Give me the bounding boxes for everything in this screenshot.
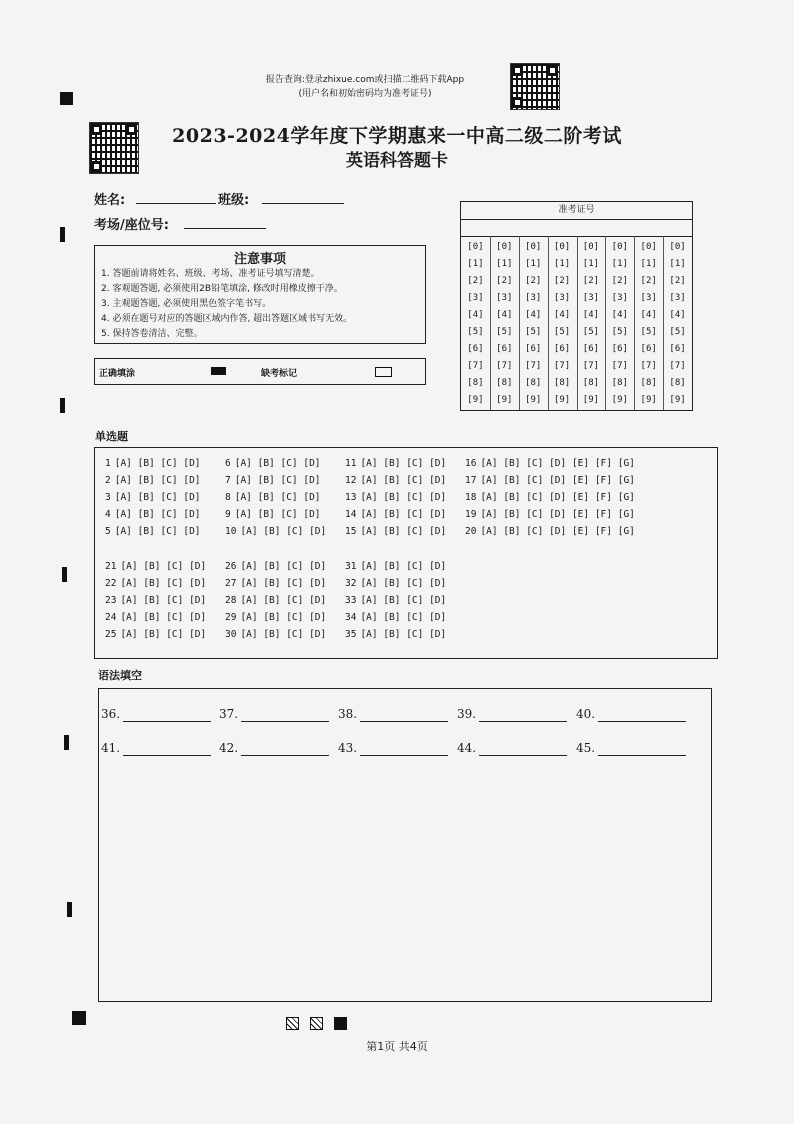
question-number: 4 (105, 509, 111, 520)
admission-digit-bubble[interactable]: [2] (496, 276, 513, 286)
mc-question-24 (105, 612, 206, 623)
notice-box (94, 245, 426, 344)
exam-subtitle: 英语科答题卡 (346, 151, 448, 171)
answer-bubbles[interactable]: [A] [B] [C] [D] (120, 578, 207, 589)
admission-digit-bubble[interactable]: [6] (467, 344, 484, 354)
admission-digit-bubble[interactable]: [9] (525, 395, 542, 405)
class-label: 班级: (218, 193, 250, 208)
mc-question-26 (225, 561, 326, 572)
mc-question-31 (345, 561, 446, 572)
question-number: 11 (345, 458, 357, 469)
absent-mark-label: 缺考标记 (261, 369, 298, 379)
notice-item: 5. 保持答卷清洁、完整。 (101, 329, 203, 339)
admission-digit-bubble[interactable]: [0] (467, 242, 484, 252)
admission-digit-bubble[interactable]: [1] (496, 259, 513, 269)
admission-digit-column (461, 236, 491, 410)
admission-digit-bubble[interactable]: [0] (611, 242, 628, 252)
mc-question-16 (465, 458, 635, 469)
admission-digit-bubble[interactable]: [1] (525, 259, 542, 269)
answer-bubbles[interactable]: [A] [B] [C] [D] (360, 475, 447, 486)
answer-bubbles[interactable]: [A] [B] [C] [D] [E] [F] [G] (480, 458, 635, 469)
admission-digit-bubble[interactable]: [5] (467, 327, 484, 337)
admission-digit-bubble[interactable]: [9] (582, 395, 600, 405)
question-number: 8 (225, 492, 231, 503)
fill-answer-line[interactable] (479, 755, 567, 756)
notice-title: 注意事项 (233, 252, 286, 267)
mc-question-21 (105, 561, 206, 572)
question-number: 24 (105, 612, 117, 623)
admission-digit-bubble[interactable]: [9] (611, 395, 628, 405)
absent-mark-box[interactable] (375, 367, 392, 377)
page-mark-hatched (286, 1017, 299, 1030)
notice-item: 2. 客观题答题, 必须使用2B铅笔填涂, 修改时用橡皮擦干净。 (101, 284, 343, 294)
mc-question-28 (225, 595, 326, 606)
admission-digit-bubble[interactable]: [4] (553, 310, 571, 320)
admission-digit-column (577, 236, 607, 410)
fill-answer-line[interactable] (360, 721, 448, 722)
question-number: 33 (345, 595, 357, 606)
admission-digit-column (663, 236, 692, 410)
admission-digit-bubble[interactable]: [2] (525, 276, 542, 286)
answer-bubbles[interactable]: [A] [B] [C] [D] [E] [F] [G] (480, 526, 635, 537)
admission-digit-bubble[interactable]: [4] (582, 310, 600, 320)
admission-digit-bubble[interactable]: [0] (669, 242, 686, 252)
fill-question-number: 45. (576, 741, 596, 755)
question-number: 34 (345, 612, 357, 623)
admission-digit-bubble[interactable]: [7] (582, 361, 600, 371)
timing-mark (72, 1011, 86, 1025)
admission-digit-bubble[interactable]: [6] (496, 344, 513, 354)
mc-question-27 (225, 578, 326, 589)
admission-digit-column (519, 236, 549, 410)
admission-digit-bubble[interactable]: [2] (611, 276, 628, 286)
grammar-fill-box (98, 688, 712, 1002)
admission-digit-bubble[interactable]: [6] (640, 344, 657, 354)
timing-mark (60, 92, 73, 105)
fill-answer-line[interactable] (123, 755, 211, 756)
admission-digit-bubble[interactable]: [0] (582, 242, 600, 252)
answer-bubbles[interactable]: [A] [B] [C] [D] (360, 526, 447, 537)
mc-question-22 (105, 578, 206, 589)
admission-digit-bubble[interactable]: [2] (669, 276, 686, 286)
room-seat-label: 考场/座位号: (94, 218, 169, 233)
name-label: 姓名: (94, 193, 126, 208)
exam-title: 2023-2024学年度下学期惠来一中高二级二阶考试 (172, 125, 622, 147)
answer-bubbles[interactable]: [A] [B] [C] [D] (234, 475, 321, 486)
admission-digit-bubble[interactable]: [8] (640, 378, 657, 388)
admission-digit-bubble[interactable]: [6] (582, 344, 600, 354)
admission-digit-bubble[interactable]: [5] (582, 327, 600, 337)
question-number: 17 (465, 475, 477, 486)
admission-digit-bubble[interactable]: [6] (553, 344, 571, 354)
answer-bubbles[interactable]: [A] [B] [C] [D] (360, 509, 447, 520)
mc-question-18 (465, 492, 635, 503)
answer-bubbles[interactable]: [A] [B] [C] [D] (240, 526, 327, 537)
question-number: 23 (105, 595, 117, 606)
admission-digit-bubble[interactable]: [0] (496, 242, 513, 252)
fill-answer-line[interactable] (241, 755, 329, 756)
answer-bubbles[interactable]: [A] [B] [C] [D] (360, 561, 447, 572)
fill-answer-line[interactable] (598, 755, 686, 756)
admission-digit-bubble[interactable]: [6] (525, 344, 542, 354)
answer-bubbles[interactable]: [A] [B] [C] [D] (120, 629, 207, 640)
question-number: 13 (345, 492, 357, 503)
account-instruction: (用户名和初始密码均为准考证号) (298, 89, 432, 99)
answer-bubbles[interactable]: [A] [B] [C] [D] (120, 612, 207, 623)
fill-answer-line[interactable] (241, 721, 329, 722)
question-number: 12 (345, 475, 357, 486)
question-number: 3 (105, 492, 111, 503)
mc-question-29 (225, 612, 326, 623)
mc-question-14 (345, 509, 446, 520)
answer-bubbles[interactable]: [A] [B] [C] [D] (240, 612, 327, 623)
admission-digit-bubble[interactable]: [8] (467, 378, 484, 388)
answer-bubbles[interactable]: [A] [B] [C] [D] (114, 458, 201, 469)
grammar-fill-label: 语法填空 (98, 669, 142, 682)
question-number: 7 (225, 475, 231, 486)
answer-bubbles[interactable]: [A] [B] [C] [D] (360, 492, 447, 503)
fill-question-number: 40. (576, 707, 596, 721)
mc-question-6 (225, 458, 321, 469)
admission-digit-bubble[interactable]: [2] (553, 276, 571, 286)
notice-item: 3. 主观题答题, 必须使用黑色签字笔书写。 (101, 299, 272, 309)
fill-answer-line[interactable] (479, 721, 567, 722)
page-number: 第1页 共4页 (366, 1040, 428, 1053)
name-field[interactable] (136, 203, 216, 204)
page-mark-solid (334, 1017, 347, 1030)
admission-digit-bubble[interactable]: [7] (525, 361, 542, 371)
question-number: 27 (225, 578, 237, 589)
admission-digit-bubble[interactable]: [2] (640, 276, 657, 286)
fill-answer-line[interactable] (598, 721, 686, 722)
question-number: 6 (225, 458, 231, 469)
question-number: 2 (105, 475, 111, 486)
fill-answer-line[interactable] (360, 755, 448, 756)
admission-digit-bubble[interactable]: [9] (640, 395, 657, 405)
mc-question-20 (465, 526, 635, 537)
answer-bubbles[interactable]: [A] [B] [C] [D] (360, 458, 447, 469)
admission-digit-bubble[interactable]: [7] (496, 361, 513, 371)
answer-bubbles[interactable]: [A] [B] [C] [D] [E] [F] [G] (480, 492, 635, 503)
admission-digit-bubble[interactable]: [3] (467, 293, 484, 303)
question-number: 9 (225, 509, 231, 520)
admission-digit-bubble[interactable]: [6] (611, 344, 628, 354)
mc-question-3 (105, 492, 201, 503)
admission-digit-bubble[interactable]: [0] (525, 242, 542, 252)
admission-digit-bubble[interactable]: [1] (582, 259, 600, 269)
timing-mark (60, 227, 65, 242)
admission-digit-bubble[interactable]: [8] (553, 378, 571, 388)
question-number: 29 (225, 612, 237, 623)
fill-question-number: 36. (101, 707, 121, 721)
answer-bubbles[interactable]: [A] [B] [C] [D] (360, 578, 447, 589)
admission-digit-bubble[interactable]: [8] (582, 378, 600, 388)
admission-digit-bubble[interactable]: [3] (496, 293, 513, 303)
mc-question-12 (345, 475, 446, 486)
question-number: 1 (105, 458, 111, 469)
admission-digit-bubble[interactable]: [3] (640, 293, 657, 303)
app-qr-code (510, 63, 560, 110)
question-number: 5 (105, 526, 111, 537)
admission-digit-bubble[interactable]: [5] (525, 327, 542, 337)
admission-digit-bubble[interactable]: [6] (669, 344, 686, 354)
admission-digit-bubble[interactable]: [1] (640, 259, 657, 269)
admission-digit-bubble[interactable]: [1] (669, 259, 686, 269)
admission-digit-bubble[interactable]: [9] (553, 395, 571, 405)
admission-digit-bubble[interactable]: [8] (611, 378, 628, 388)
admission-digit-bubble[interactable]: [9] (467, 395, 484, 405)
admission-digit-bubble[interactable]: [5] (553, 327, 571, 337)
correct-fill-label: 正确填涂 (99, 369, 136, 379)
admission-number-grid (460, 201, 693, 411)
mc-question-5 (105, 526, 201, 537)
admission-digit-bubble[interactable]: [3] (525, 293, 542, 303)
mc-question-25 (105, 629, 206, 640)
fill-question-number: 38. (338, 707, 358, 721)
question-number: 16 (465, 458, 477, 469)
mc-question-19 (465, 509, 635, 520)
mc-question-9 (225, 509, 321, 520)
answer-bubbles[interactable]: [A] [B] [C] [D] [E] [F] [G] (480, 475, 635, 486)
fill-legend (94, 358, 426, 385)
fill-question-number: 44. (457, 741, 477, 755)
question-number: 30 (225, 629, 237, 640)
timing-mark (67, 902, 72, 917)
mc-question-33 (345, 595, 446, 606)
fill-question-number: 37. (219, 707, 239, 721)
admission-digit-bubble[interactable]: [5] (611, 327, 628, 337)
answer-bubbles[interactable]: [A] [B] [C] [D] (240, 578, 327, 589)
question-number: 15 (345, 526, 357, 537)
single-choice-box (94, 447, 718, 659)
question-number: 10 (225, 526, 237, 537)
class-field[interactable] (262, 203, 344, 204)
answer-bubbles[interactable]: [A] [B] [C] [D] [E] [F] [G] (480, 509, 635, 520)
answer-bubbles[interactable]: [A] [B] [C] [D] (114, 509, 201, 520)
admission-digit-bubble[interactable]: [3] (582, 293, 600, 303)
mc-question-8 (225, 492, 321, 503)
mc-question-30 (225, 629, 326, 640)
admission-digit-bubble[interactable]: [7] (467, 361, 484, 371)
answer-bubbles[interactable]: [A] [B] [C] [D] (114, 492, 201, 503)
admission-digit-bubble[interactable]: [3] (553, 293, 571, 303)
mc-question-11 (345, 458, 446, 469)
admission-digit-column (490, 236, 520, 410)
fill-question-number: 42. (219, 741, 239, 755)
mc-question-7 (225, 475, 321, 486)
answer-bubbles[interactable]: [A] [B] [C] [D] (114, 475, 201, 486)
admission-digit-bubble[interactable]: [9] (669, 395, 686, 405)
admission-digit-bubble[interactable]: [0] (640, 242, 657, 252)
notice-item: 1. 答题前请将姓名、班级、考场、准考证号填写清楚。 (101, 269, 320, 279)
admission-digit-bubble[interactable]: [4] (669, 310, 686, 320)
admission-digit-bubble[interactable]: [4] (496, 310, 513, 320)
admission-digit-bubble[interactable]: [1] (611, 259, 628, 269)
answer-bubbles[interactable]: [A] [B] [C] [D] (234, 492, 321, 503)
fill-question-number: 41. (101, 741, 121, 755)
answer-bubbles[interactable]: [A] [B] [C] [D] (360, 595, 447, 606)
answer-bubbles[interactable]: [A] [B] [C] [D] (120, 561, 207, 572)
admission-digit-column (605, 236, 635, 410)
admission-digit-bubble[interactable]: [8] (669, 378, 686, 388)
question-number: 32 (345, 578, 357, 589)
mc-question-35 (345, 629, 446, 640)
admission-digit-bubble[interactable]: [5] (496, 327, 513, 337)
answer-bubbles[interactable]: [A] [B] [C] [D] (240, 595, 327, 606)
admission-digit-column (548, 236, 578, 410)
question-number: 19 (465, 509, 477, 520)
fill-question-number: 39. (457, 707, 477, 721)
admission-digit-bubble[interactable]: [1] (553, 259, 571, 269)
mc-question-4 (105, 509, 201, 520)
admission-digit-bubble[interactable]: [7] (669, 361, 686, 371)
question-number: 25 (105, 629, 117, 640)
admission-digit-bubble[interactable]: [9] (496, 395, 513, 405)
mc-question-17 (465, 475, 635, 486)
admission-digit-bubble[interactable]: [7] (553, 361, 571, 371)
admission-number-title: 准考证号 (461, 202, 692, 220)
query-instruction: 报告查询:登录zhixue.com或扫描二维码下载App (265, 75, 465, 85)
question-number: 14 (345, 509, 357, 520)
admission-digit-bubble[interactable]: [3] (669, 293, 686, 303)
admission-digit-bubble[interactable]: [4] (611, 310, 628, 320)
timing-mark (60, 398, 65, 413)
question-number: 31 (345, 561, 357, 572)
mc-question-2 (105, 475, 201, 486)
answer-bubbles[interactable]: [A] [B] [C] [D] (234, 458, 321, 469)
admission-digit-bubble[interactable]: [4] (640, 310, 657, 320)
answer-bubbles[interactable]: [A] [B] [C] [D] (360, 629, 447, 640)
question-number: 21 (105, 561, 117, 572)
admission-digit-bubble[interactable]: [8] (525, 378, 542, 388)
answer-bubbles[interactable]: [A] [B] [C] [D] (114, 526, 201, 537)
fill-question-number: 43. (338, 741, 358, 755)
mc-question-1 (105, 458, 201, 469)
admission-digit-bubble[interactable]: [4] (525, 310, 542, 320)
timing-mark (62, 567, 67, 582)
room-seat-field[interactable] (184, 228, 266, 229)
admission-digit-bubble[interactable]: [0] (553, 242, 571, 252)
question-number: 20 (465, 526, 477, 537)
admission-digit-bubble[interactable]: [5] (669, 327, 686, 337)
page-mark-hatched (310, 1017, 323, 1030)
admission-digit-bubble[interactable]: [7] (640, 361, 657, 371)
mc-question-15 (345, 526, 446, 537)
admission-digit-bubble[interactable]: [2] (582, 276, 600, 286)
fill-answer-line[interactable] (123, 721, 211, 722)
timing-mark (64, 735, 69, 750)
answer-bubbles[interactable]: [A] [B] [C] [D] (234, 509, 321, 520)
admission-digit-bubble[interactable]: [7] (611, 361, 628, 371)
mc-question-34 (345, 612, 446, 623)
question-number: 35 (345, 629, 357, 640)
single-choice-label: 单选题 (95, 430, 128, 443)
answer-bubbles[interactable]: [A] [B] [C] [D] (240, 561, 327, 572)
admission-digit-bubble[interactable]: [2] (467, 276, 484, 286)
admission-digit-bubble[interactable]: [5] (640, 327, 657, 337)
filled-sample-icon (211, 367, 226, 375)
answer-bubbles[interactable]: [A] [B] [C] [D] (120, 595, 207, 606)
question-number: 28 (225, 595, 237, 606)
admission-number-write-row[interactable] (461, 219, 692, 237)
question-number: 26 (225, 561, 237, 572)
mc-question-10 (225, 526, 326, 537)
mc-question-13 (345, 492, 446, 503)
admission-digit-bubble[interactable]: [8] (496, 378, 513, 388)
answer-bubbles[interactable]: [A] [B] [C] [D] (240, 629, 327, 640)
admission-digit-bubble[interactable]: [1] (467, 259, 484, 269)
question-number: 18 (465, 492, 477, 503)
admission-digit-bubble[interactable]: [3] (611, 293, 628, 303)
admission-digit-bubble[interactable]: [4] (467, 310, 484, 320)
answer-bubbles[interactable]: [A] [B] [C] [D] (360, 612, 447, 623)
notice-item: 4. 必须在题号对应的答题区域内作答, 超出答题区域书写无效。 (101, 314, 353, 324)
mc-question-23 (105, 595, 206, 606)
mc-question-32 (345, 578, 446, 589)
question-number: 22 (105, 578, 117, 589)
admission-digit-column (634, 236, 664, 410)
